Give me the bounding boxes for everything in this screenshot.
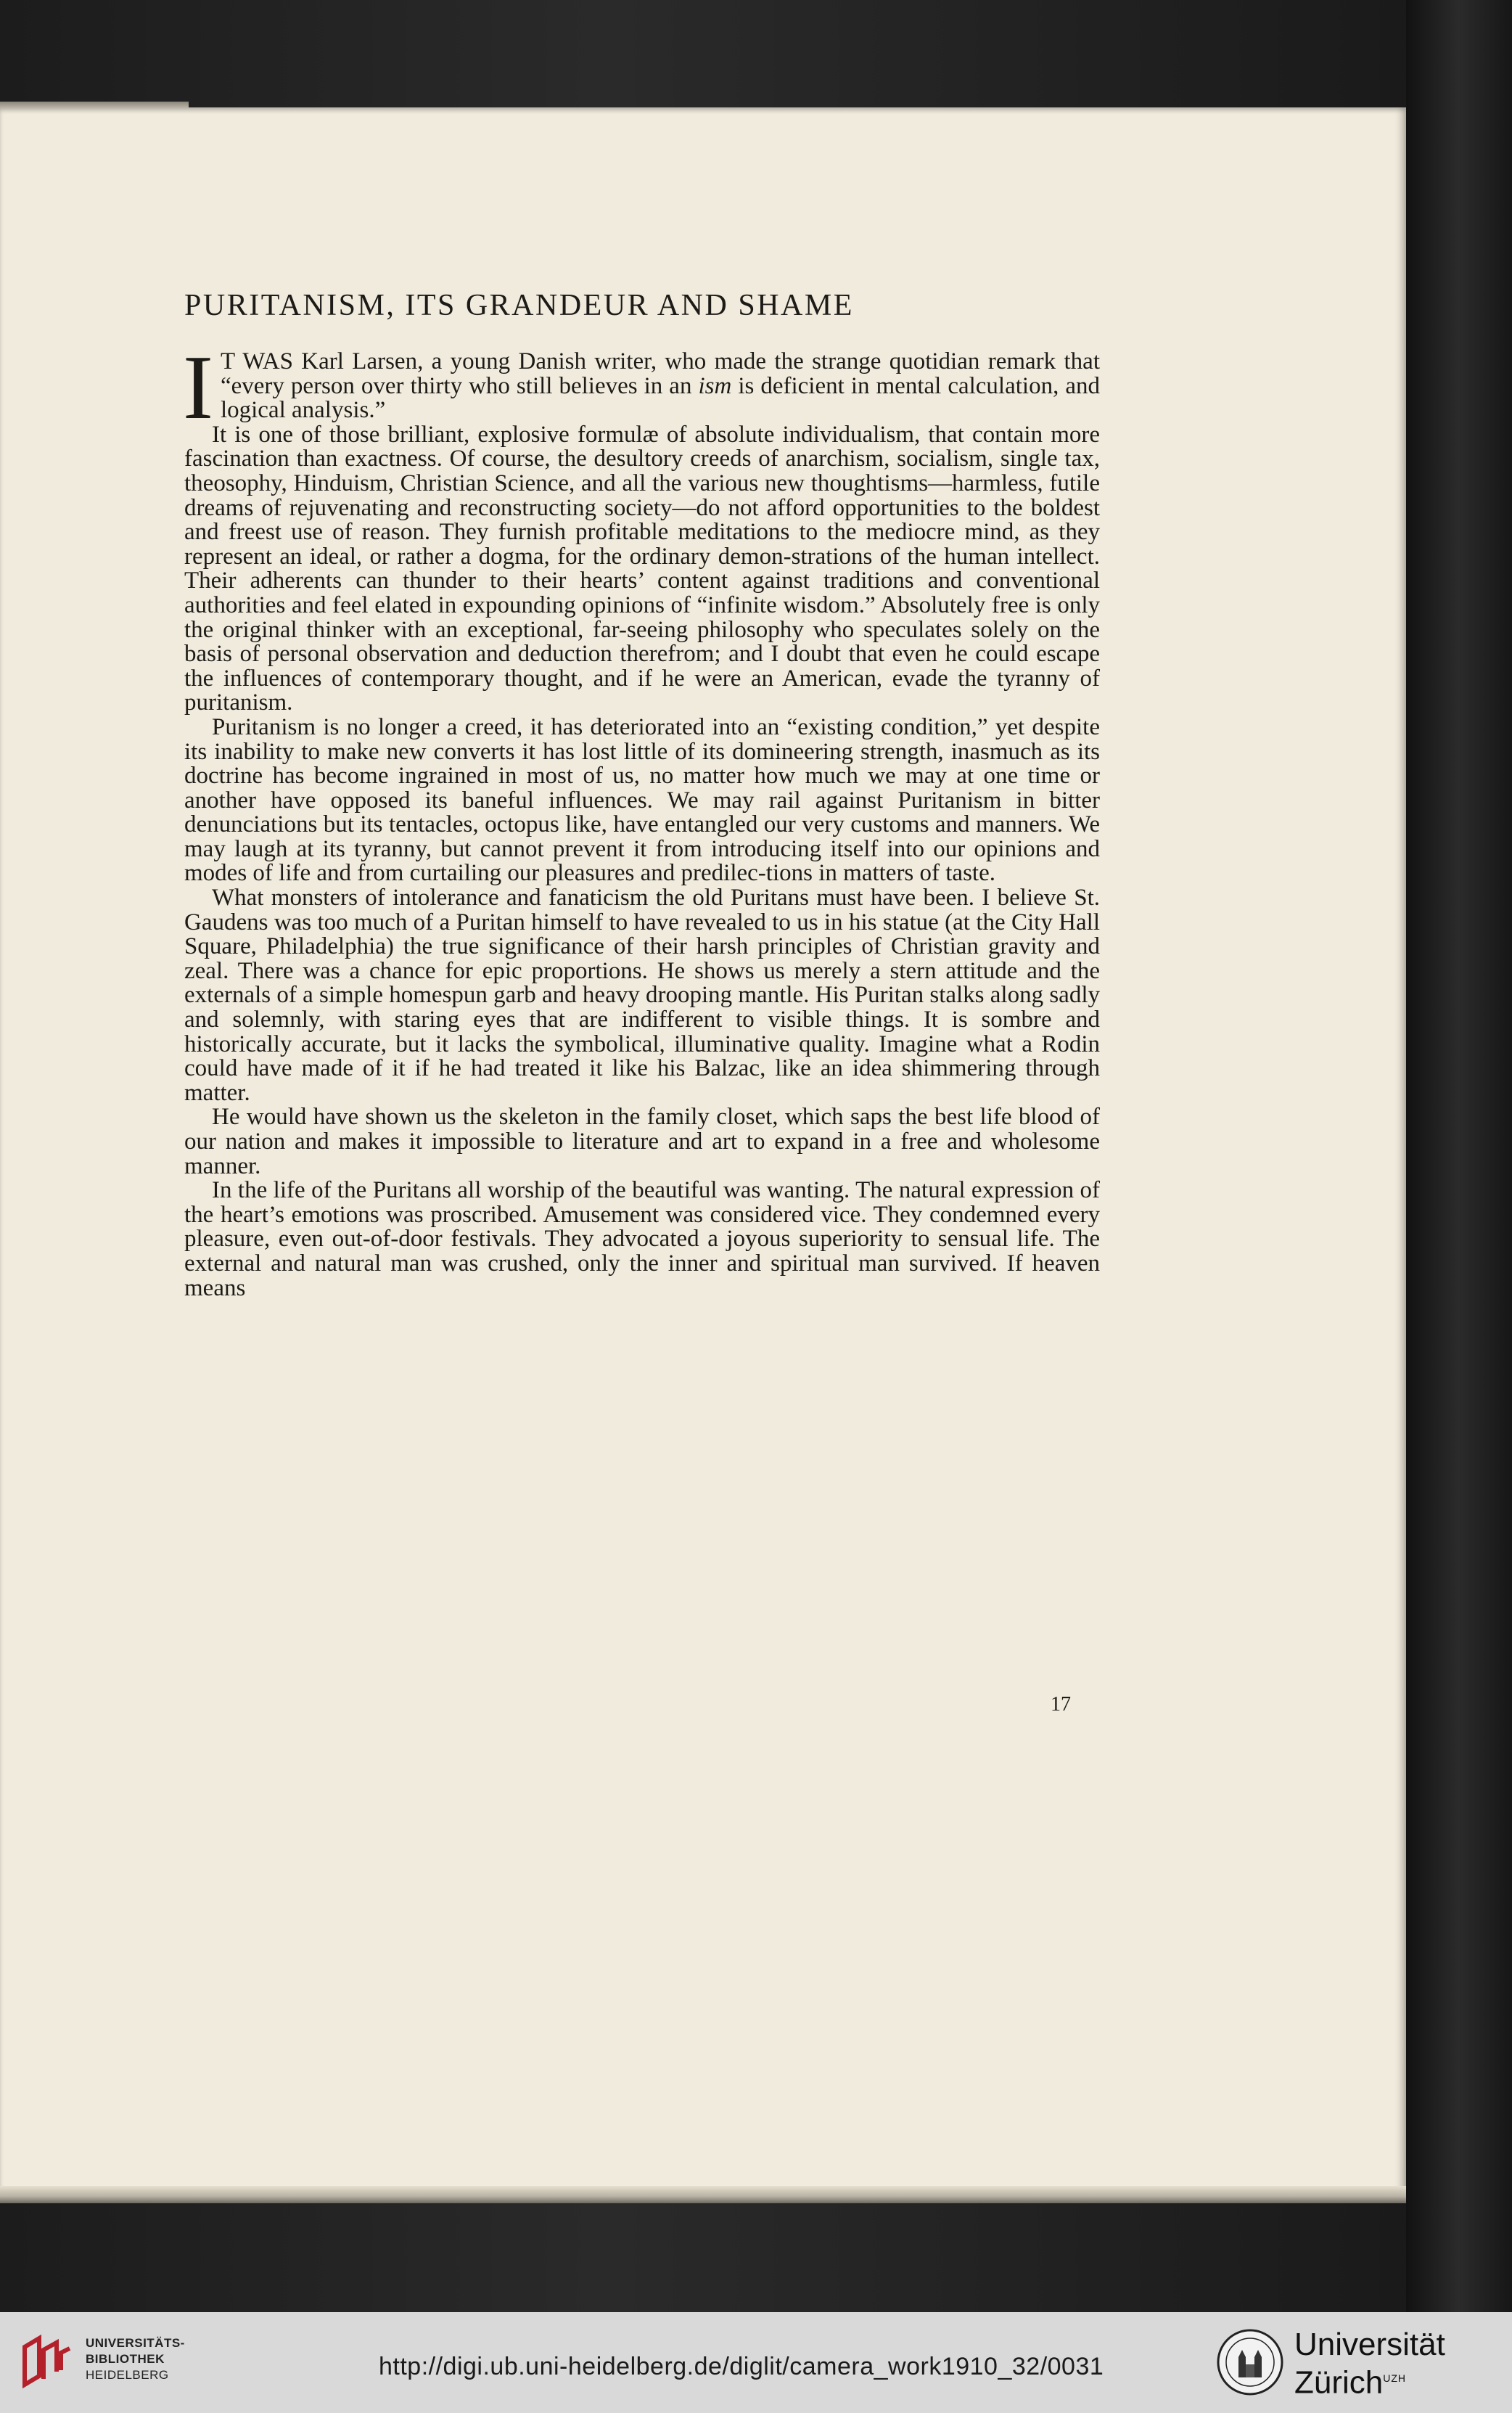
drop-cap: I (183, 337, 213, 438)
library-name-line-2: BIBLIOTHEK (86, 2352, 165, 2366)
paragraph-4: What monsters of intolerance and fanaticism the old Puritans must have been. I believe St. Gaudens was too much of a Puritan himself to have revealed to us in his statue (at the City Hall Square, Philadelphia) the true significance of their harsh principles of Christian gravity and zeal. There was a chance for epic proportions. He shows us merely a stern attitude and the externals of a simple homespun garb and heavy drooping mantle. His Puritan stalks along sadly and solemnly, with staring eyes that are indifferent to visible things. It is sombre and historically accurate, but it lacks the symbolical, illuminative quality. Imagine what a Rodin could have made of it if he had treated it like his Balzac, like an idea shimmering through matter. (184, 885, 1100, 1106)
uzh-tag: UZH (1383, 2372, 1407, 2384)
ub-heidelberg-logo-icon[interactable] (17, 2334, 75, 2392)
paragraph-3: Puritanism is no longer a creed, it has deteriorated into an “existing condition,” yet despite its inability to make new converts it has lost little of its domineering strength, inasmuch as its doctrine has become ingrained in most of us, no matter how much we may at one time or another have opposed its baneful influences. We may rail against Puritanism in bitter denunciations but its tentacles, octopus like, have entangled our very customs and manners. We may laugh at its tyranny, but cannot prevent it from introducing itself into our opinions and modes of life and from curtailing our pleasures and predilec-tions in matters of taste. (184, 713, 1100, 887)
university-name (1294, 2328, 1445, 2400)
paragraph-text: T WAS Karl Larsen, a young Danish writer, who made the strange quotidian remark that “every person over thirty who still believes in an (220, 348, 1100, 399)
emphasis-text: ism (698, 372, 732, 399)
paragraph-6: In the life of the Puritans all worship of the beautiful was wanting. The natural expression of the heart’s emotions was proscribed. Amusement was considered vice. They condemned every pleasure, even out-of-door festivals. They advocated a joyous superiority to sensual life. The external and natural man was crushed, only the inner and spiritual man survived. If heaven means (184, 1177, 1100, 1301)
book-spine (1406, 0, 1512, 2312)
library-name (86, 2335, 185, 2383)
paragraph-text: is deficient in mental calculation, and logical analysis.” (220, 372, 1100, 424)
footer-bar (0, 2312, 1512, 2413)
article-title: PURITANISM, ITS GRANDEUR AND SHAME (184, 289, 854, 322)
permalink-url[interactable]: http://digi.ub.uni-heidelberg.de/diglit/camera_work1910_32/0031 (379, 2353, 1104, 2380)
paragraph-1 (183, 337, 1100, 438)
university-city: Zürich (1294, 2364, 1384, 2401)
university-seal-icon[interactable] (1216, 2328, 1284, 2396)
article (184, 290, 1100, 1300)
page-edge-bottom (0, 2186, 1406, 2203)
library-name-line-1: UNIVERSITÄTS- (86, 2336, 185, 2350)
library-name-line-3: HEIDELBERG (86, 2368, 169, 2382)
paragraph-5: He would have shown us the skeleton in the family closet, which saps the best life blood of our nation and makes it impossible to literature and art to expand in a free and wholesome manner. (184, 1104, 1100, 1179)
paragraph-2: It is one of those brilliant, explosive formulæ of absolute individualism, that contain more fascination than exactness. Of course, the desultory creeds of anarchism, socialism, single tax, theosophy, Hinduism, Christian Science, and all the various new thoughtisms—harmless, futile dreams of rejuvenating and reconstructing society—do not afford opportunities to the boldest and freest use of reason. They furnish profitable meditations to the mediocre mind, as they represent an ideal, or rather a dogma, for the ordinary demon-strations of the human intellect. Their adherents can thunder to their hearts’ content against traditions and conventional authorities and feel elated in expounding opinions of “infinite wisdom.” Absolutely free is only the original thinker with an exceptional, far-seeing philosophy who speculates solely on the basis of personal observation and deduction therefrom; and I doubt that even he could escape the influences of contemporary thought, and if he were an American, evade the tyranny of puritanism. (184, 421, 1100, 716)
university-name-line-1: Universität (1294, 2327, 1445, 2362)
page-number: 17 (1051, 1693, 1071, 1716)
university-name-line-2 (1294, 2361, 1445, 2400)
